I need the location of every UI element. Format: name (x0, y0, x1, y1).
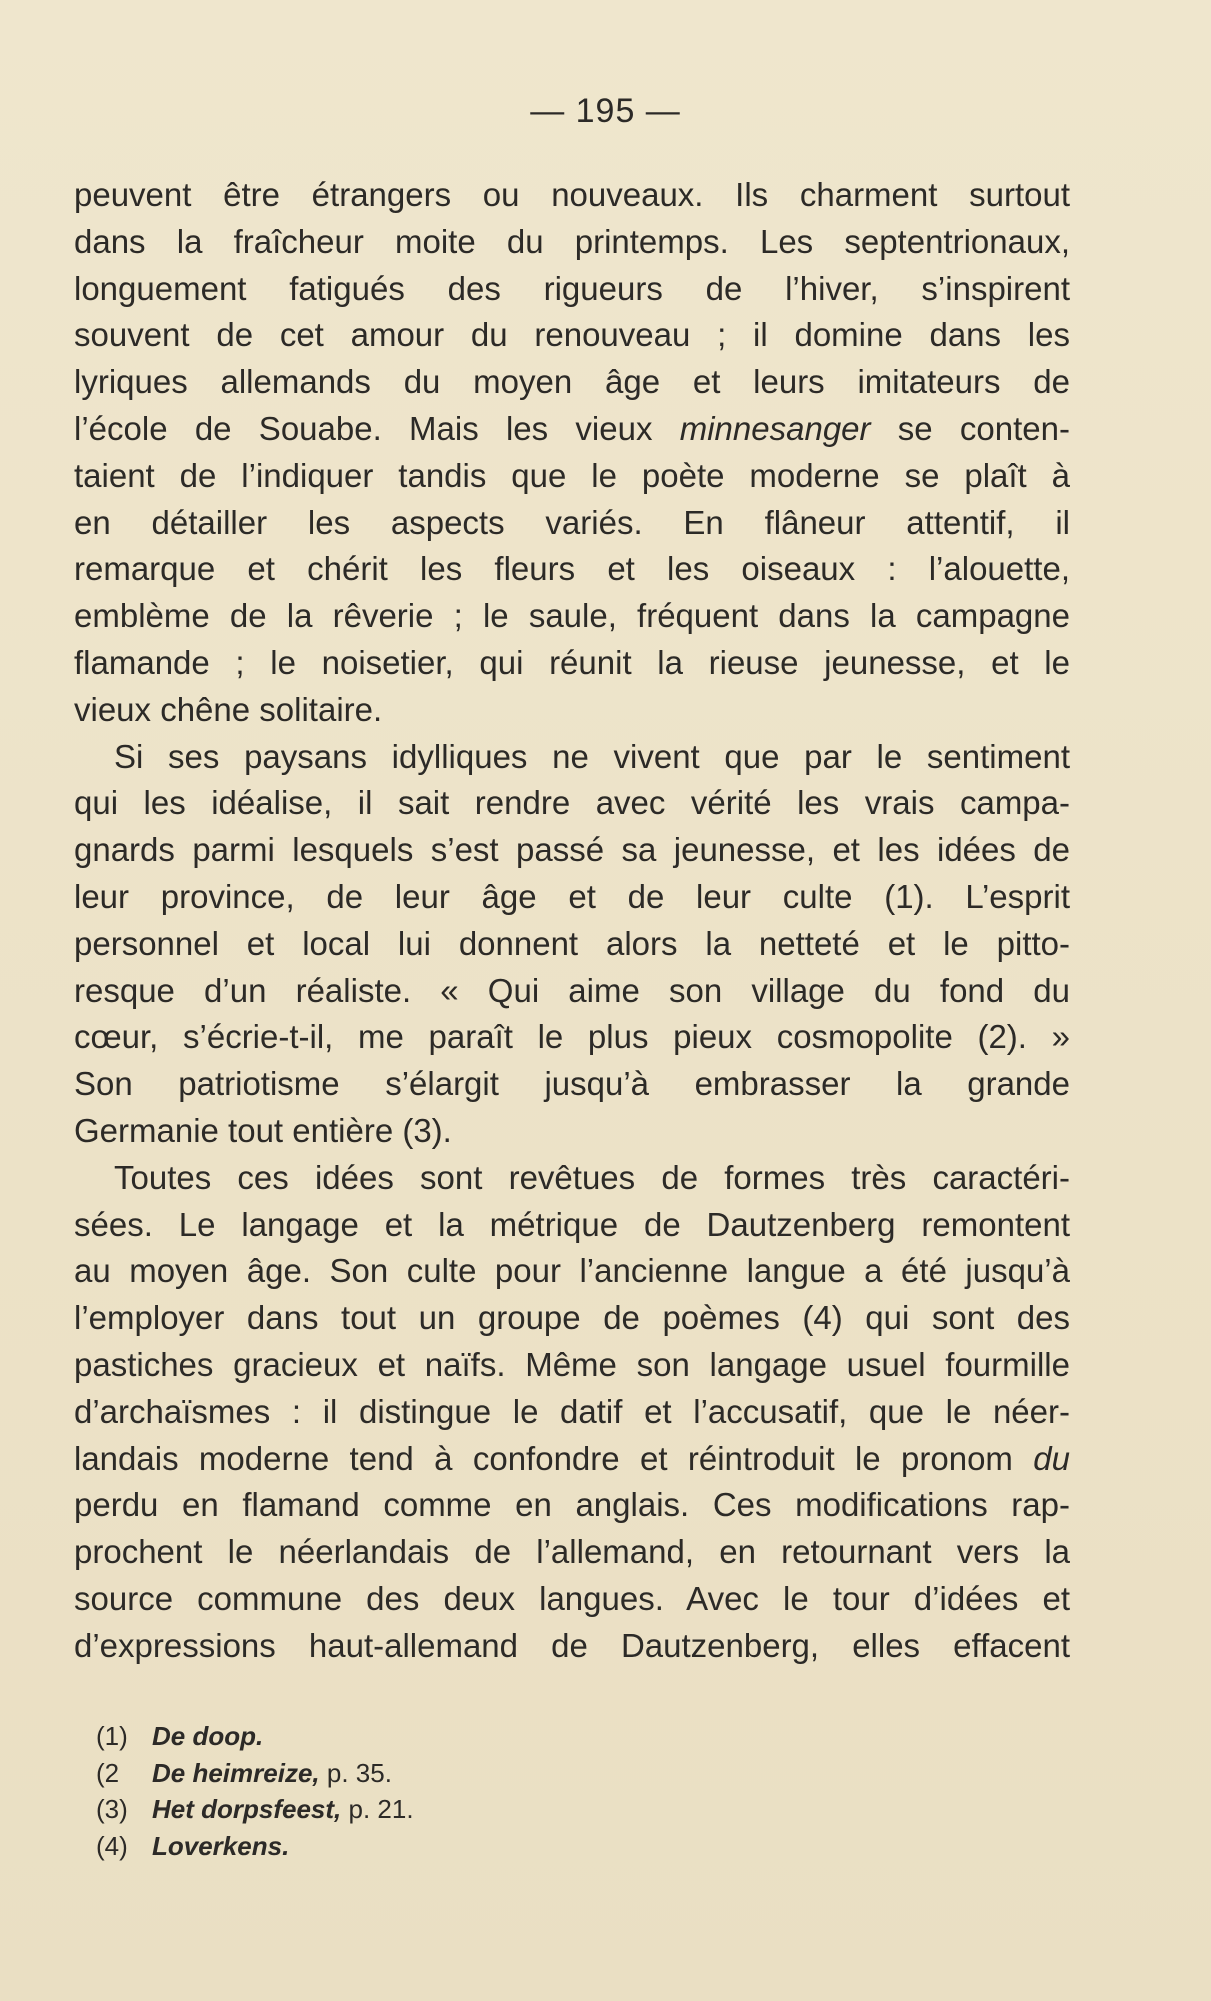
text-line: qui les idéalise, il sait rendre avec vérité les vrais campa- (74, 784, 1070, 822)
text-line: source commune des deux langues. Avec le tour d’idées et (74, 1579, 1070, 1617)
text-line: personnel et local lui donnent alors la netteté et le pitto- (74, 924, 1070, 962)
footnote-number: (3) (96, 1794, 128, 1825)
footnote-title: Loverkens. (152, 1830, 290, 1861)
text-line: remarque et chérit les fleurs et les oiseaux : l’alouette, (74, 550, 1070, 588)
text-line: dans la fraîcheur moite du printemps. Les septentrionaux, (74, 222, 1070, 260)
footnote (96, 1755, 414, 1792)
body-text (74, 172, 1070, 1670)
text-line: peuvent être étrangers ou nouveaux. Ils charment surtout (74, 176, 1070, 213)
text-line: Germanie tout entière (3). (74, 1111, 452, 1149)
text-line: Son patriotisme s’élargit jusqu’à embrasser la grande (74, 1065, 1070, 1103)
footnote-number: (2 (96, 1757, 120, 1788)
footnote-title: De heimreize, (152, 1757, 320, 1788)
text-line: taient de l’indiquer tandis que le poète moderne se plaît à (74, 456, 1070, 494)
text-line: vieux chêne solitaire. (74, 690, 383, 728)
text-line: d’expressions haut-allemand de Dautzenberg, elles effacent (74, 1626, 1070, 1664)
footnote (96, 1718, 414, 1755)
footnote (96, 1828, 414, 1865)
text-line: gnards parmi lesquels s’est passé sa jeunesse, et les idées de (74, 831, 1070, 869)
emphasis-word: du (1033, 1439, 1070, 1477)
footnote-title: Het dorpsfeest, (152, 1794, 342, 1825)
text-line: pastiches gracieux et naïfs. Même son langage usuel fourmille (74, 1345, 1070, 1383)
text-line: l’employer dans tout un groupe de poèmes (4) qui sont des (74, 1299, 1070, 1337)
emphasis-word: minnesanger (679, 409, 871, 447)
text-line: Toutes ces idées sont revêtues de formes très caractéri- (114, 1158, 1070, 1196)
text-line: en détailler les aspects variés. En flâneur attentif, il (74, 503, 1070, 541)
page-number: — 195 — (530, 92, 681, 130)
text-line: resque d’un réaliste. « Qui aime son village du fond du (74, 971, 1070, 1009)
text-line: lyriques allemands du moyen âge et leurs imitateurs de (74, 363, 1070, 401)
footnote (96, 1791, 414, 1828)
text-line: sées. Le langage et la métrique de Dautzenberg remontent (74, 1205, 1070, 1243)
text-line: prochent le néerlandais de l’allemand, en retournant vers la (74, 1533, 1070, 1571)
footnote-number: (1) (96, 1721, 128, 1751)
text-line: au moyen âge. Son culte pour l’ancienne langue a été jusqu’à (74, 1252, 1070, 1290)
text-line: longuement fatigués des rigueurs de l’hiver, s’inspirent (74, 269, 1070, 307)
text-line: landais moderne tend à confondre et réintroduit le pronom du (74, 1439, 1070, 1477)
text-line: perdu en flamand comme en anglais. Ces modifications rap- (74, 1486, 1070, 1524)
text-line: d’archaïsmes : il distingue le datif et l’accusatif, que le néer- (74, 1392, 1070, 1430)
footnote-reference: p. 21. (341, 1794, 414, 1825)
text-line: cœur, s’écrie-t-il, me paraît le plus pieux cosmopolite (2). » (74, 1018, 1070, 1056)
text-line: souvent de cet amour du renouveau ; il domine dans les (74, 316, 1070, 354)
text-line: emblème de la rêverie ; le saule, fréquent dans la campagne (74, 597, 1070, 635)
footnote-number: (4) (96, 1830, 128, 1861)
text-line: Si ses paysans idylliques ne vivent que par le sentiment (114, 737, 1070, 775)
footnote-reference: p. 35. (319, 1757, 392, 1788)
text-line: flamande ; le noisetier, qui réunit la rieuse jeunesse, et le (74, 643, 1070, 681)
footnote-title: De doop. (152, 1721, 264, 1751)
text-line: l’école de Souabe. Mais les vieux minnesanger se conten- (74, 409, 1070, 447)
text-line: leur province, de leur âge et de leur culte (1). L’esprit (74, 877, 1070, 915)
footnotes (96, 1718, 414, 1864)
